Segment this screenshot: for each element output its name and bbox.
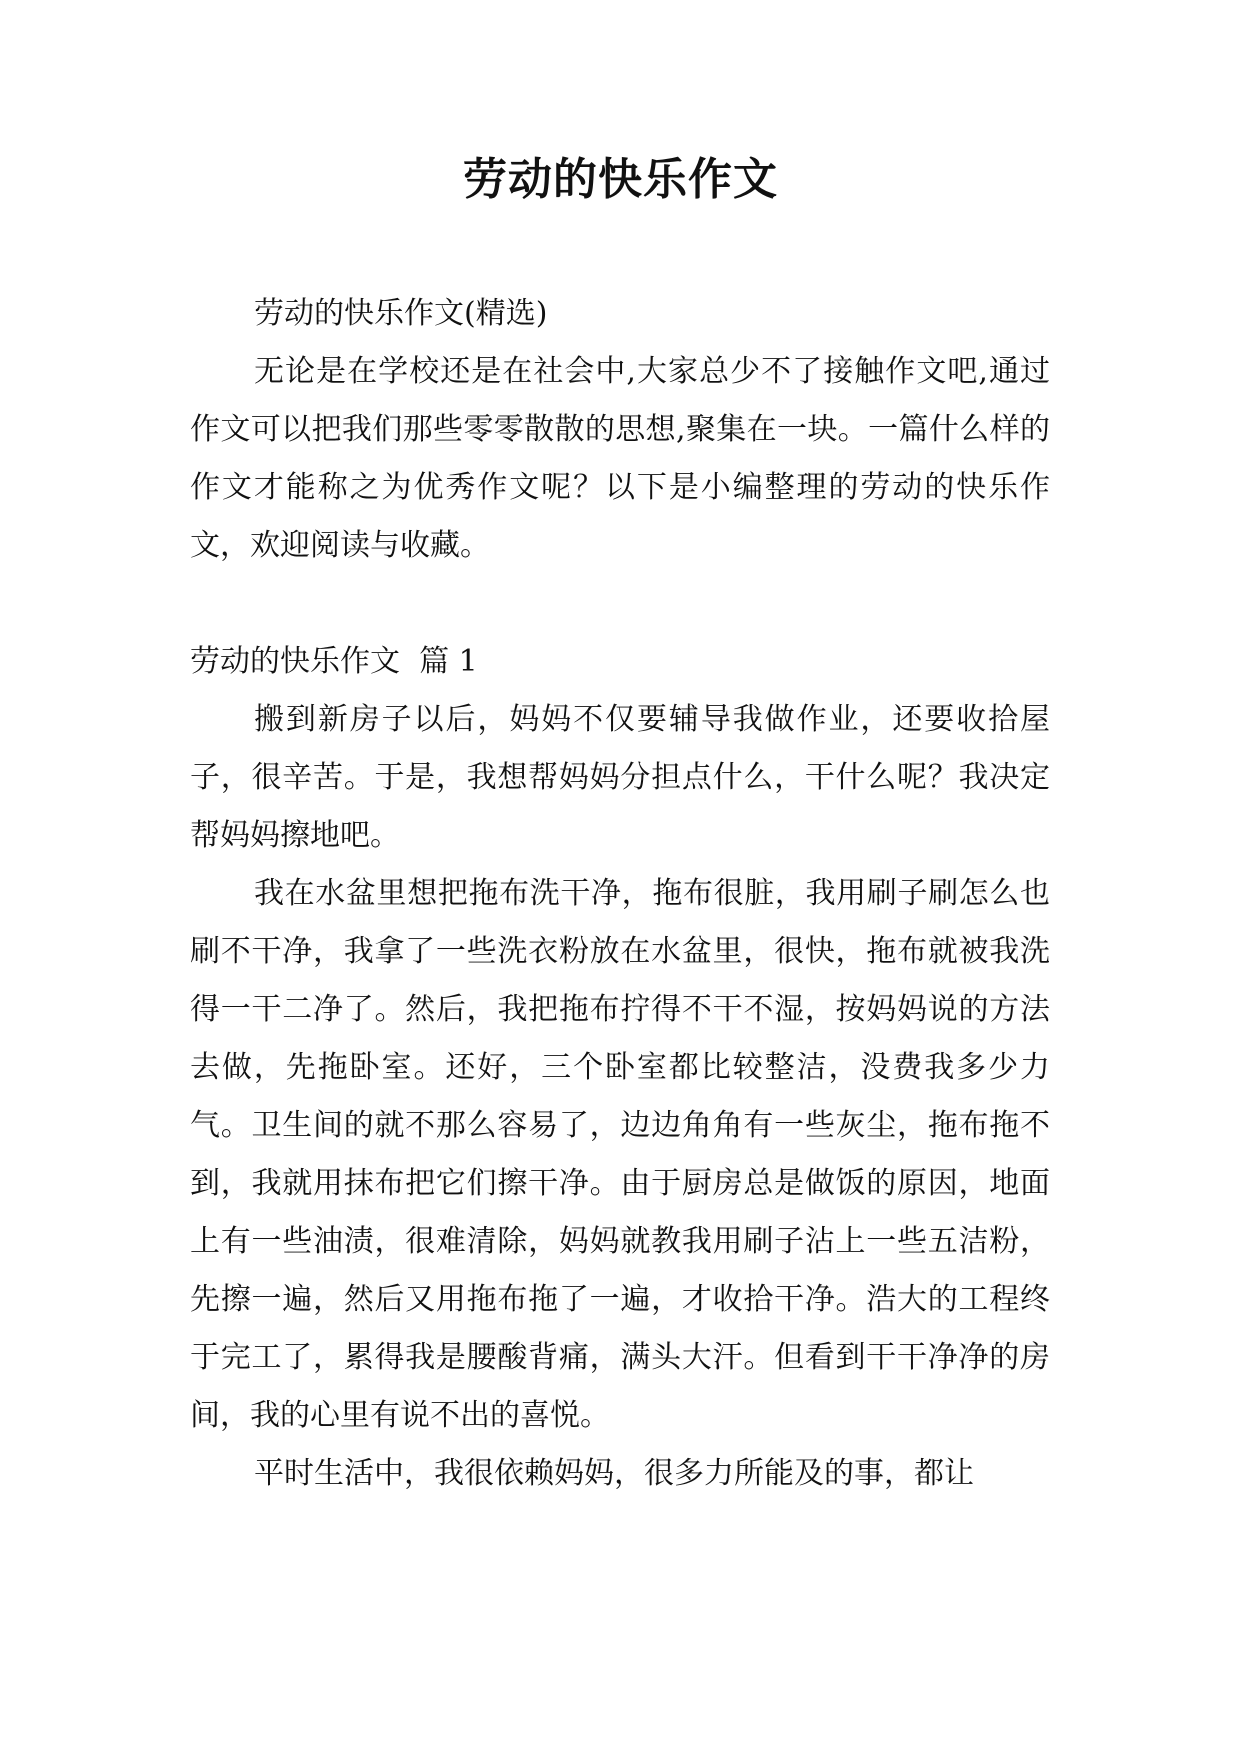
body-paragraph-2: 我在水盆里想把拖布洗干净，拖布很脏，我用刷子刷怎么也刷不干净，我拿了一些洗衣粉放在水盆里，很快，拖布就被我洗得一干二净了。然后，我把拖布拧得不干不湿，按妈妈说的方法去做，先拖卧室。还好，三个卧室都比较整洁，没费我多少力气。卫生间的就不那么容易了，边边角角有一些灰尘，拖布拖不到，我就用抹布把它们擦干净。由于厨房总是做饭的原因，地面上有一些油渍，很难清除，妈妈就教我用刷子沾上一些五洁粉，先擦一遍，然后又用拖布拖了一遍，才收拾干净。浩大的工程终于完工了，累得我是腰酸背痛，满头大汗。但看到干干净净的房间，我的心里有说不出的喜悦。 bbox=[190, 876, 1050, 1433]
section-heading: 劳动的快乐作文 篇 1 bbox=[190, 644, 478, 679]
intro-paragraph: 无论是在学校还是在社会中,大家总少不了接触作文吧,通过作文可以把我们那些零零散散的思想,聚集在一块。一篇什么样的作文才能称之为优秀作文呢？以下是小编整理的劳动的快乐作文，欢迎阅读与收藏。 bbox=[190, 354, 1050, 563]
document-subtitle: 劳动的快乐作文(精选) bbox=[254, 296, 548, 331]
body-paragraph-3: 平时生活中，我很依赖妈妈，很多力所能及的事，都让 bbox=[254, 1456, 974, 1491]
document-body bbox=[190, 285, 1050, 1503]
body-paragraph-1: 搬到新房子以后，妈妈不仅要辅导我做作业，还要收拾屋子，很辛苦。于是，我想帮妈妈分担点什么，干什么呢？我决定帮妈妈擦地吧。 bbox=[190, 702, 1050, 853]
paragraph-gap bbox=[190, 575, 1050, 633]
document-title: 劳动的快乐作文 bbox=[463, 154, 778, 205]
